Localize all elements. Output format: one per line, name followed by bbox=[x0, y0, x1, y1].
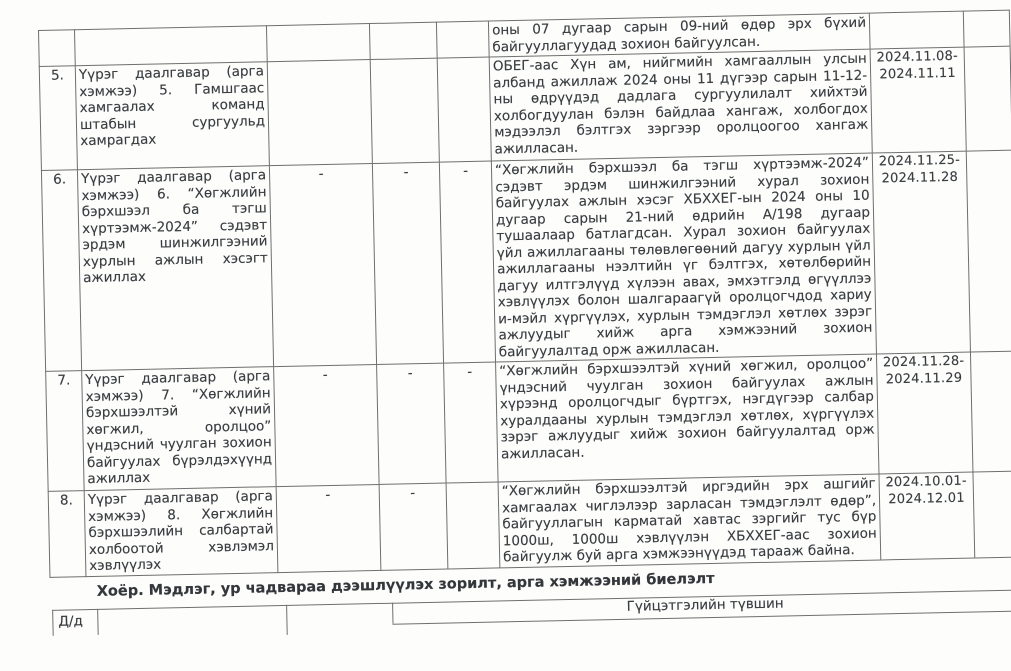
result-cell: “Хөгжлийн бэрхшээлтэй хүний хөгжил, оролцоо” үндэсний чуулган зохион байгуулах ажлын хүрээнд оролцогчдыг бүртгэх, нэгдүгээр салбар хуралдааны хурлын тэмдэглэл хөтлөх, хүргүүлэх зэрэг ажлуудыг хийж зохион байгуулалтад орж ажилласан. bbox=[496, 354, 879, 482]
task-cell: Үүрэг даалгавар (арга хэмжээ) 8. Хөгжлийн бэрхшээлийн салбартай холбоотой хэвлэмэл хэвлүүлэх bbox=[84, 487, 278, 577]
mark-cell: - bbox=[274, 364, 379, 486]
task-cell bbox=[75, 26, 268, 66]
task-cell: Үүрэг даалгавар (арга хэмжээ) 6. “Хөгжлийн бэрхшээл ба тэгш хүртээмж-2024” сэдэвт эрдэм шинжилгээний хурлын ажлын хэсэгт ажиллах bbox=[77, 166, 273, 371]
empty-cell bbox=[973, 471, 1011, 557]
empty-cell bbox=[964, 46, 1011, 151]
result-cell: “Хөгжлийн бэрхшээл ба тэгш хүртээмж-2024” сэдэвт эрдэм шинжилгээний хурал зохион байгуулах ажлын хэсэг ХБХХЕГ-ын 2024 оны 10 дугаар сарын 21-ний өдрийн А/198 дугаар тушаалаар батлагдсан. Хурал зохион байгуулах үйл ажиллагааны төлөвлөгөөний дагуу хурлын үйл ажиллагааны нээлтийн үг бэлтгэх, хөтөлбөрийн дагуу илтгэлүүд хүлээн авах, эмхэтгэлд өгүүллээ хэвлүүлэх болон шалгараагүй оролцогчдод хариу и-мэйл хүргүүлэх, хурлын тэмдэглэл хөтлөх зэрэг ажлуудыг хийж арга хэмжээний зохион байгуулалтад орж ажилласан. bbox=[491, 153, 876, 362]
empty-cell bbox=[966, 150, 1011, 352]
row-number-cell: 8. bbox=[48, 491, 86, 577]
mark-cell: - bbox=[276, 484, 381, 572]
tasks-table bbox=[38, 10, 1011, 578]
mark-cell: - bbox=[379, 483, 448, 570]
scanned-page bbox=[38, 10, 1011, 671]
task-cell: Үүрэг даалгавар (арга хэмжээ) 5. Гамшгаас хамгаалах команд штабын сургуульд хамрагдах bbox=[75, 62, 269, 170]
performance-level-header: Гүйцэтгэлийн түвшин bbox=[392, 589, 1011, 624]
row-number-cell: 6. bbox=[41, 170, 81, 372]
mark-cell: - bbox=[372, 162, 443, 364]
section-two-heading: Хоёр. Мэдлэг, ур чадвараа дээшлүүлэх зорилт, арга хэмжээний биелэлт bbox=[96, 570, 715, 600]
mark-cell bbox=[370, 58, 439, 163]
table-border bbox=[52, 609, 54, 635]
mark-cell bbox=[446, 482, 500, 569]
mark-cell: - bbox=[377, 363, 446, 484]
table-row-7 bbox=[46, 351, 1011, 491]
table-border bbox=[286, 604, 288, 634]
empty-cell bbox=[970, 351, 1011, 472]
result-cell: “Хөгжлийн бэрхшээлтэй иргэдийн эрх ашгийг хамгаалах чиглэлээр зарласан тэмдэглэлт өдөр”, байгууллагын карматай хавтас зэргийг тус бүр 1000ш, 1000ш хэвлүүлэн ХБХХЕГ-аас зохион байгуулж буй арга хэмжээнүүдэд тарааж байна. bbox=[498, 474, 881, 567]
date-range-cell: 2024.11.08-2024.11.11 bbox=[870, 47, 966, 153]
mark-cell: - bbox=[439, 161, 495, 363]
date-range-cell bbox=[869, 11, 964, 49]
row-number-cell bbox=[39, 30, 76, 67]
mark-cell bbox=[267, 60, 372, 166]
date-range-cell: 2024.11.28-2024.11.29 bbox=[876, 352, 972, 474]
result-cell: ОБЕГ-аас Хүн ам, нийгмийн хамгааллын улсын албанд ажиллаж 2024 оны 11 дүгээр сарын 11-12-ны өдрүүдэд дадлага сургуулилалт хийхтэй холбогдуулан бэлэн байдлаа хангаж, холбогдох мэдээлэл бэлтгэх зэргээр оролцоогоо хангаж ажилласан. bbox=[489, 49, 872, 161]
date-range-cell: 2024.10.01-2024.12.01 bbox=[879, 472, 975, 559]
table-row-5 bbox=[39, 46, 1011, 170]
empty-cell bbox=[963, 10, 1010, 47]
mark-cell bbox=[266, 24, 370, 62]
table-row-6 bbox=[41, 150, 1011, 371]
dd-header-cell: Д/д bbox=[58, 612, 83, 630]
performance-table bbox=[50, 589, 1011, 671]
mark-cell bbox=[437, 57, 491, 162]
mark-cell: - bbox=[444, 362, 499, 483]
mark-cell bbox=[436, 21, 489, 58]
task-cell: Үүрэг даалгавар (арга хэмжээ) 7. “Хөгжлийн бэрхшээлтэй хүний хөгжил, оролцоо” үндэсний чуулган зохион байгуулах бүрэлдэхүүнд ажиллах bbox=[82, 367, 276, 491]
result-cell: оны 07 дугаар сарын 09-ний өдөр эрх бүхий байгууллагуудад зохион байгуулсан. bbox=[488, 13, 870, 57]
mark-cell: - bbox=[269, 164, 376, 367]
mark-cell bbox=[369, 22, 437, 59]
row-number-cell: 5. bbox=[39, 66, 77, 171]
table-border bbox=[97, 608, 99, 634]
date-range-cell: 2024.11.25-2024.11.28 bbox=[872, 151, 970, 354]
row-number-cell: 7. bbox=[46, 371, 85, 492]
